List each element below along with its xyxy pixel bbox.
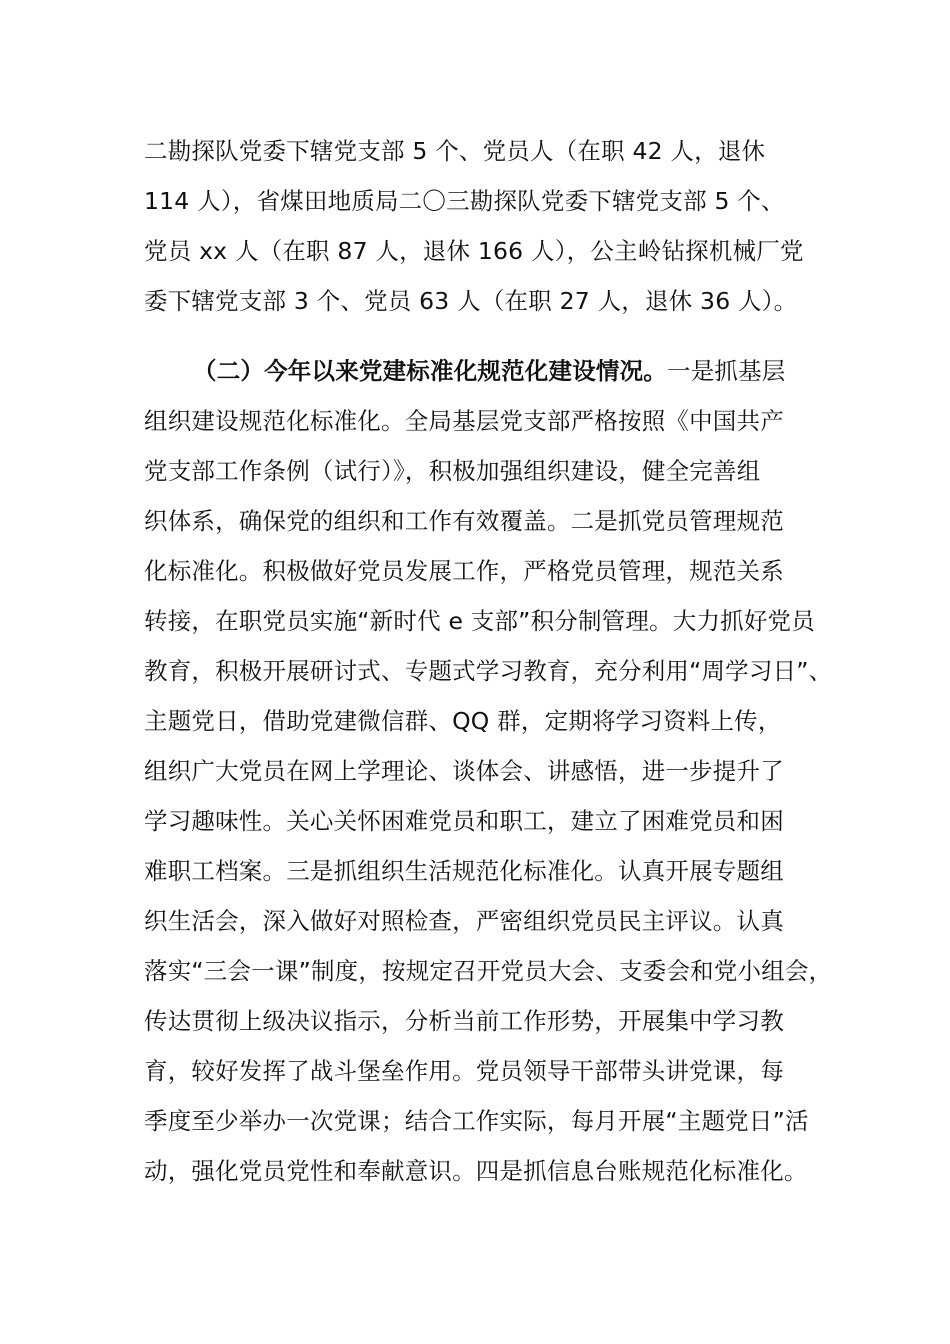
section-first-line [193,356,786,386]
body-text-line: 化标准化。积极做好党员发展工作，严格党员管理，规范关系 [144,557,784,585]
body-text-line: 委下辖党支部 3 个、党员 63 人（在职 27 人，退休 36 人）。 [144,287,798,315]
body-text-line: 二勘探队党委下辖党支部 5 个、党员人（在职 42 人，退休 [144,137,766,165]
body-text-fragment: 一是抓基层 [667,357,786,385]
body-text-line: 教育，积极开展研讨式、专题式学习教育，充分利用“周学习日”、 [144,657,833,685]
body-text-line: 114 人），省煤田地质局二〇三勘探队党委下辖党支部 5 个、 [144,187,785,215]
body-text-line: 主题党日，借助党建微信群、QQ 群，定期将学习资料上传， [144,707,782,735]
body-text-line: 季度至少举办一次党课；结合工作实际，每月开展“主题党日”活 [144,1107,809,1135]
body-text-line: 组织建设规范化标准化。全局基层党支部严格按照《中国共产 [144,407,784,435]
body-text-line: 织体系，确保党的组织和工作有效覆盖。二是抓党员管理规范 [144,507,784,535]
body-text-line: 党员 xx 人（在职 87 人，退休 166 人），公主岭钻探机械厂党 [144,237,804,265]
body-text-line: 织生活会，深入做好对照检查，严密组织党员民主评议。认真 [144,907,784,935]
body-text-line: 落实“三会一课”制度，按规定召开党员大会、支委会和党小组会， [144,957,833,985]
body-text-line: 学习趣味性。关心关怀困难党员和职工，建立了困难党员和困 [144,807,784,835]
body-text-line: 传达贯彻上级决议指示，分析当前工作形势，开展集中学习教 [144,1007,784,1035]
body-text-line: 育，较好发挥了战斗堡垒作用。党员领导干部带头讲党课，每 [144,1057,784,1085]
body-text-line: 党支部工作条例（试行）》，积极加强组织建设，健全完善组 [144,457,761,485]
body-text-line: 转接，在职党员实施“新时代 e 支部”积分制管理。大力抓好党员 [144,607,815,635]
body-text-line: 组织广大党员在网上学理论、谈体会、讲感悟，进一步提升了 [144,757,784,785]
body-text-line: 难职工档案。三是抓组织生活规范化标准化。认真开展专题组 [144,857,784,885]
section-heading: （二）今年以来党建标准化规范化建设情况。 [193,357,667,385]
body-text-line: 动，强化党员党性和奉献意识。四是抓信息台账规范化标准化。 [144,1157,808,1185]
